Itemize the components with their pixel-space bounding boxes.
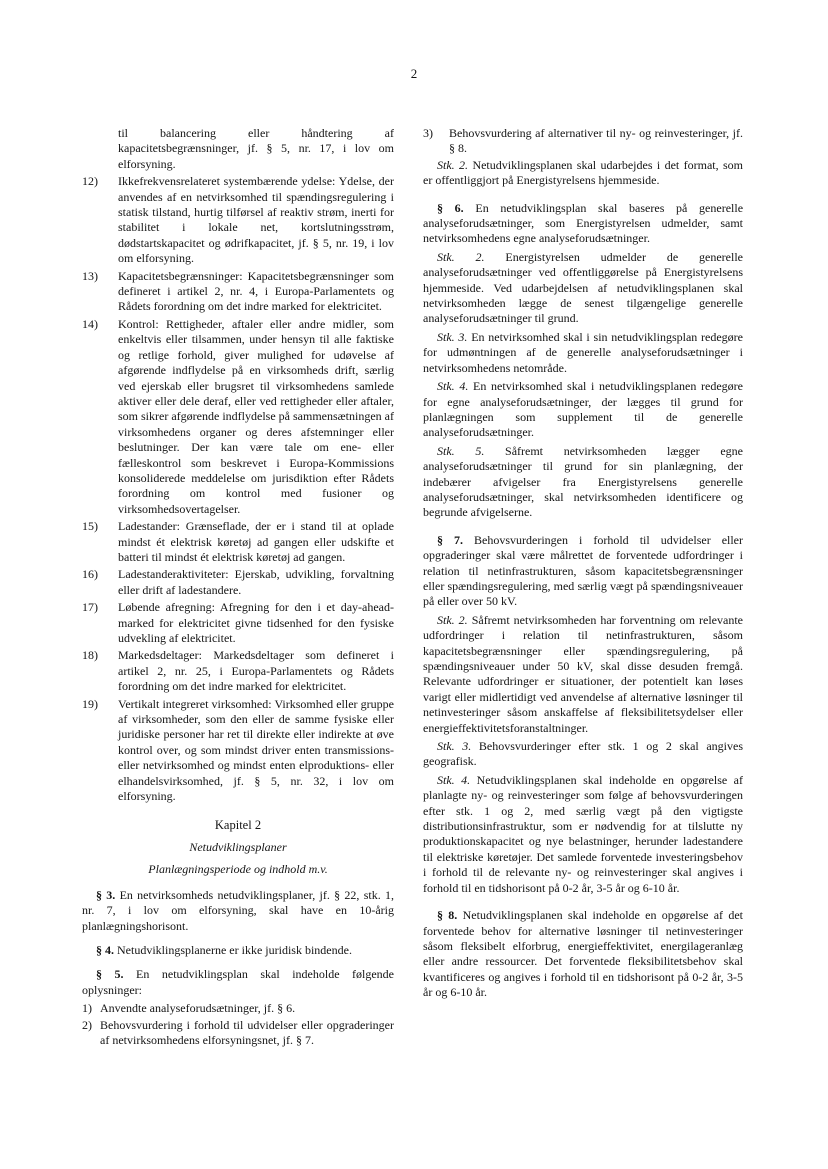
subsection <box>423 444 743 521</box>
list-text: Behovsvurdering i forhold til udvidelser eller opgraderinger af netvirksomhedens elforsyningsnet, jf. § 7. <box>100 1017 394 1047</box>
subsection-text: Behovsvurderinger efter stk. 1 og 2 skal angives geografisk. <box>423 739 743 769</box>
section-text: Netudviklingsplanerne er ikke juridisk bindende. <box>117 942 352 957</box>
subsection-label: Stk. 5. <box>437 443 485 458</box>
subsection-label: Stk. 2. <box>437 612 468 627</box>
section-mark: § 7. <box>437 532 464 547</box>
definition-number: 18) <box>82 648 98 663</box>
subsection <box>423 773 743 896</box>
section-mark: § 5. <box>96 967 124 982</box>
section-text: En netvirksomheds netudviklingsplaner, jf. § 22, stk. 1, nr. 7, i lov om elforsyning, skal have en 10-årig planlægningshorisont. <box>82 887 394 933</box>
definition-text: til balancering eller håndtering af kapacitetsbegrænsninger, jf. § 5, nr. 17, i lov om elforsyning. <box>118 126 394 171</box>
chapter-heading: Kapitel 2 <box>214 818 262 833</box>
subsection-text: Energistyrelsen udmelder de generelle analyseforudsætninger ved offentliggørelse på Energistyrelsens hjemmeside. Ved udarbejdelsen af netudviklingsplanen skal netvirksomheden lægge de senest tilgængelige generelle analyseforudsætninger til grund. <box>423 249 743 326</box>
definition-number: 15) <box>82 519 98 534</box>
definition-text: Markedsdeltager: Markedsdeltager som defineret i artikel 2, nr. 25, i Europa-Parlamentets og Rådets forordning om det indre marked for elektricitet. <box>118 648 394 694</box>
list-text: Behovsvurdering af alternativer til ny- og reinvesteringer, jf. § 8. <box>449 126 743 156</box>
section-mark: § 6. <box>437 200 464 215</box>
definition-number: 17) <box>82 600 98 615</box>
section-3 <box>82 888 394 934</box>
definition-number: 13) <box>82 268 98 283</box>
list-text: Anvendte analyseforudsætninger, jf. § 6. <box>100 1001 296 1016</box>
subsection-label: Stk. 4. <box>437 772 471 787</box>
list-number: 1) <box>82 1001 92 1016</box>
chapter-title: Netudviklingsplaner <box>189 839 287 854</box>
list-item <box>423 126 743 157</box>
subsection-label: Stk. 2. <box>437 157 469 172</box>
definition-text: Ikkefrekvensrelateret systembærende ydelse: Ydelse, der anvendes af en netvirksomhed til spændingsregulering i statisk tilstand, hurtig tilførsel af reaktiv strøm, inerti for stabilitet i lokale net, kortslutningsstrøm, dødstartskapacitet og ødrifkapacitet, jf. § 5, nr. 19, i lov om elforsyning. <box>118 174 394 266</box>
section-mark: § 3. <box>96 887 116 902</box>
subsection <box>423 613 743 736</box>
definition-text: Ladestander: Grænseflade, der er i stand til at oplade mindst ét elektrisk køretøj ad gangen eller udskifte et batteri til mindst ét elektrisk køretøj ad gangen. <box>118 519 394 564</box>
definition-number: 14) <box>82 316 98 331</box>
section-8 <box>423 908 743 1000</box>
section-mark: § 4. <box>96 942 114 957</box>
left-column <box>82 126 394 1049</box>
subsection-label: Stk. 3. <box>437 739 472 754</box>
list-number: 2) <box>82 1017 92 1032</box>
definition-text: Løbende afregning: Afregning for den i et day-ahead-marked for elektricitet givne tidsenhed for den fysiske udvekling af elektricitet. <box>118 600 394 645</box>
definition-number: 12) <box>82 174 98 189</box>
subsection-text: En netvirksomhed skal i netudviklingsplanen redegøre for egne analyseforudsætninger, der lægges til grund for planlægningen som supplement til de generelle analyseforudsætninger. <box>423 379 744 440</box>
definition-number: 19) <box>82 696 98 711</box>
subsection-text: Såfremt netvirksomheden har forventning om relevante udfordringer i relation til netinfrastrukturen, såsom kapacitetsbegrænsninger eller spændingsregulering, på spændingsniveauer under 50 kV, skal disse desuden fremgå. Relevante udfordringer er situationer, der potentielt kan løses varigt eller midlertidigt ved anvendelse af alternative løsninger til netinvesteringer såsom anskaffelse af fleksibilitetsydelser eller energieffektivitetsforanstaltninger. <box>423 612 743 735</box>
section-5 <box>82 967 394 998</box>
definition-item <box>82 269 394 315</box>
definition-item <box>82 600 394 646</box>
subsection-text: En netvirksomhed skal i sin netudviklingsplan redegøre for udmøntningen af de generelle analyseforudsætninger i netvirksomhedens netområde. <box>423 329 744 375</box>
definition-continuation <box>82 126 394 172</box>
section-6 <box>423 201 743 247</box>
subsection <box>423 158 743 189</box>
definition-item <box>82 317 394 517</box>
subsection-label: Stk. 3. <box>437 329 468 344</box>
definition-item <box>82 567 394 598</box>
subsection-text: Netudviklingsplanen skal indeholde en opgørelse af planlagte ny- og reinvesteringer som følge af behovsvurderingen efter stk. 1 og 2, med særlig vægt på den vigtigste distributionsinfrastruktur, som er nødvendig for at tilslutte ny produktionskapacitet og nye belastninger, herunder ladestandere til elektriske køretøjer. Det samlede forventede investeringsbehov i forhold til de relevante ny- og reinvesteringer skal angives i forhold til en tidshorisont på 0-2 år, 3-5 år og 6-10 år. <box>423 772 743 895</box>
definition-number: 16) <box>82 567 98 582</box>
definition-text: Vertikalt integreret virksomhed: Virksomhed eller gruppe af virksomheder, som den eller de samme fysiske eller juridiske personer har ret til direkte eller indirekte at øve kontrol over, og som mindst driver enten transmissions- eller netvirksomhed og mindst enten elproduktions- eller elhandelsvirksomhed, jf. § 5, nr. 32, i lov om elforsyning. <box>118 696 394 804</box>
subheading: Planlægningsperiode og indhold m.v. <box>148 862 328 877</box>
subsection <box>423 330 743 376</box>
definition-item <box>82 174 394 266</box>
subsection <box>423 250 743 327</box>
subsection-label: Stk. 2. <box>437 249 485 264</box>
section-text: Behovsvurderingen i forhold til udvidelser eller opgraderinger skal være målrettet de forventede udfordringer i relation til netinfrastrukturen, såsom kapacitetsbegrænsninger eller spændingsregulering, med særlig vægt på spændingsniveauer på eller over 50 kV. <box>423 532 744 609</box>
definition-item <box>82 648 394 694</box>
section-text: En netudviklingsplan skal indeholde følgende oplysninger: <box>82 967 395 997</box>
definition-item <box>82 519 394 565</box>
definition-text: Kapacitetsbegrænsninger: Kapacitetsbegrænsninger som defineret i artikel 2, nr. 4, i Europa-Parlamentets og Rådets forordning om det indre marked for elektricitet. <box>118 268 394 314</box>
subsection-text: Netudviklingsplanen skal udarbejdes i det format, som er offentliggjort på Energistyrelsens hjemmeside. <box>423 157 743 188</box>
section-text: En netudviklingsplan skal baseres på generelle analyseforudsætninger, som Energistyrelsen udmelder, samt netvirksomhedens egne analyseforudsætninger. <box>423 200 744 246</box>
subsection-label: Stk. 4. <box>437 379 469 394</box>
list-item <box>82 1001 394 1016</box>
section-mark: § 8. <box>437 908 458 923</box>
section-text: Netudviklingsplanen skal indeholde en opgørelse af det forventede behov for alternative løsninger til netinvesteringer såsom fleksibelt elforbrug, energieffektivitet, energilageranlæg eller andre ressourcer. Det forventede fleksibilitetsbehov skal kvantificeres og angives i forhold til en tidshorisont på 0-2 år, 3-5 år og 6-10 år. <box>423 908 744 1000</box>
definition-text: Kontrol: Rettigheder, aftaler eller andre midler, som enkeltvis eller tilsammen, under hensyn til alle faktiske og retlige forhold, giver mulighed for udøvelse af afgørende indflydelse på en virksomheds drift, særlig ved ejerskab eller brugsret til virksomhedens samlede aktiver eller dele deraf, eller ved rettigheder eller aftaler, som sikrer afgørende indflydelse på sammensætningen af virksomhedens organer og deres afstemninger eller beslutninger. Der kan være tale om ene- eller fælleskontrol som beskrevet i Europa-Kommissions konsoliderede meddelelse om jurisdiktion efter Rådets forordning om kontrol med fusioner og virksomhedsovertagelser. <box>118 316 394 516</box>
subsection-text: Såfremt netvirksomheden lægger egne analyseforudsætninger til grund for sin planlægning, der indebærer afvigelser fra Energistyrelsens generelle analyseforudsætninger, skal netvirksomheden identificere og begrunde afvigelserne. <box>423 443 744 520</box>
definition-item <box>82 697 394 805</box>
definition-text: Ladestanderaktiviteter: Ejerskab, udvikling, forvaltning eller drift af ladestandere. <box>118 567 394 597</box>
section-4 <box>82 943 394 958</box>
list-item <box>82 1018 394 1049</box>
section-7 <box>423 533 743 610</box>
subsection <box>423 739 743 770</box>
subsection <box>423 379 743 441</box>
page-number: 2 <box>410 66 418 81</box>
right-column <box>423 126 743 1004</box>
list-number: 3) <box>423 126 433 140</box>
